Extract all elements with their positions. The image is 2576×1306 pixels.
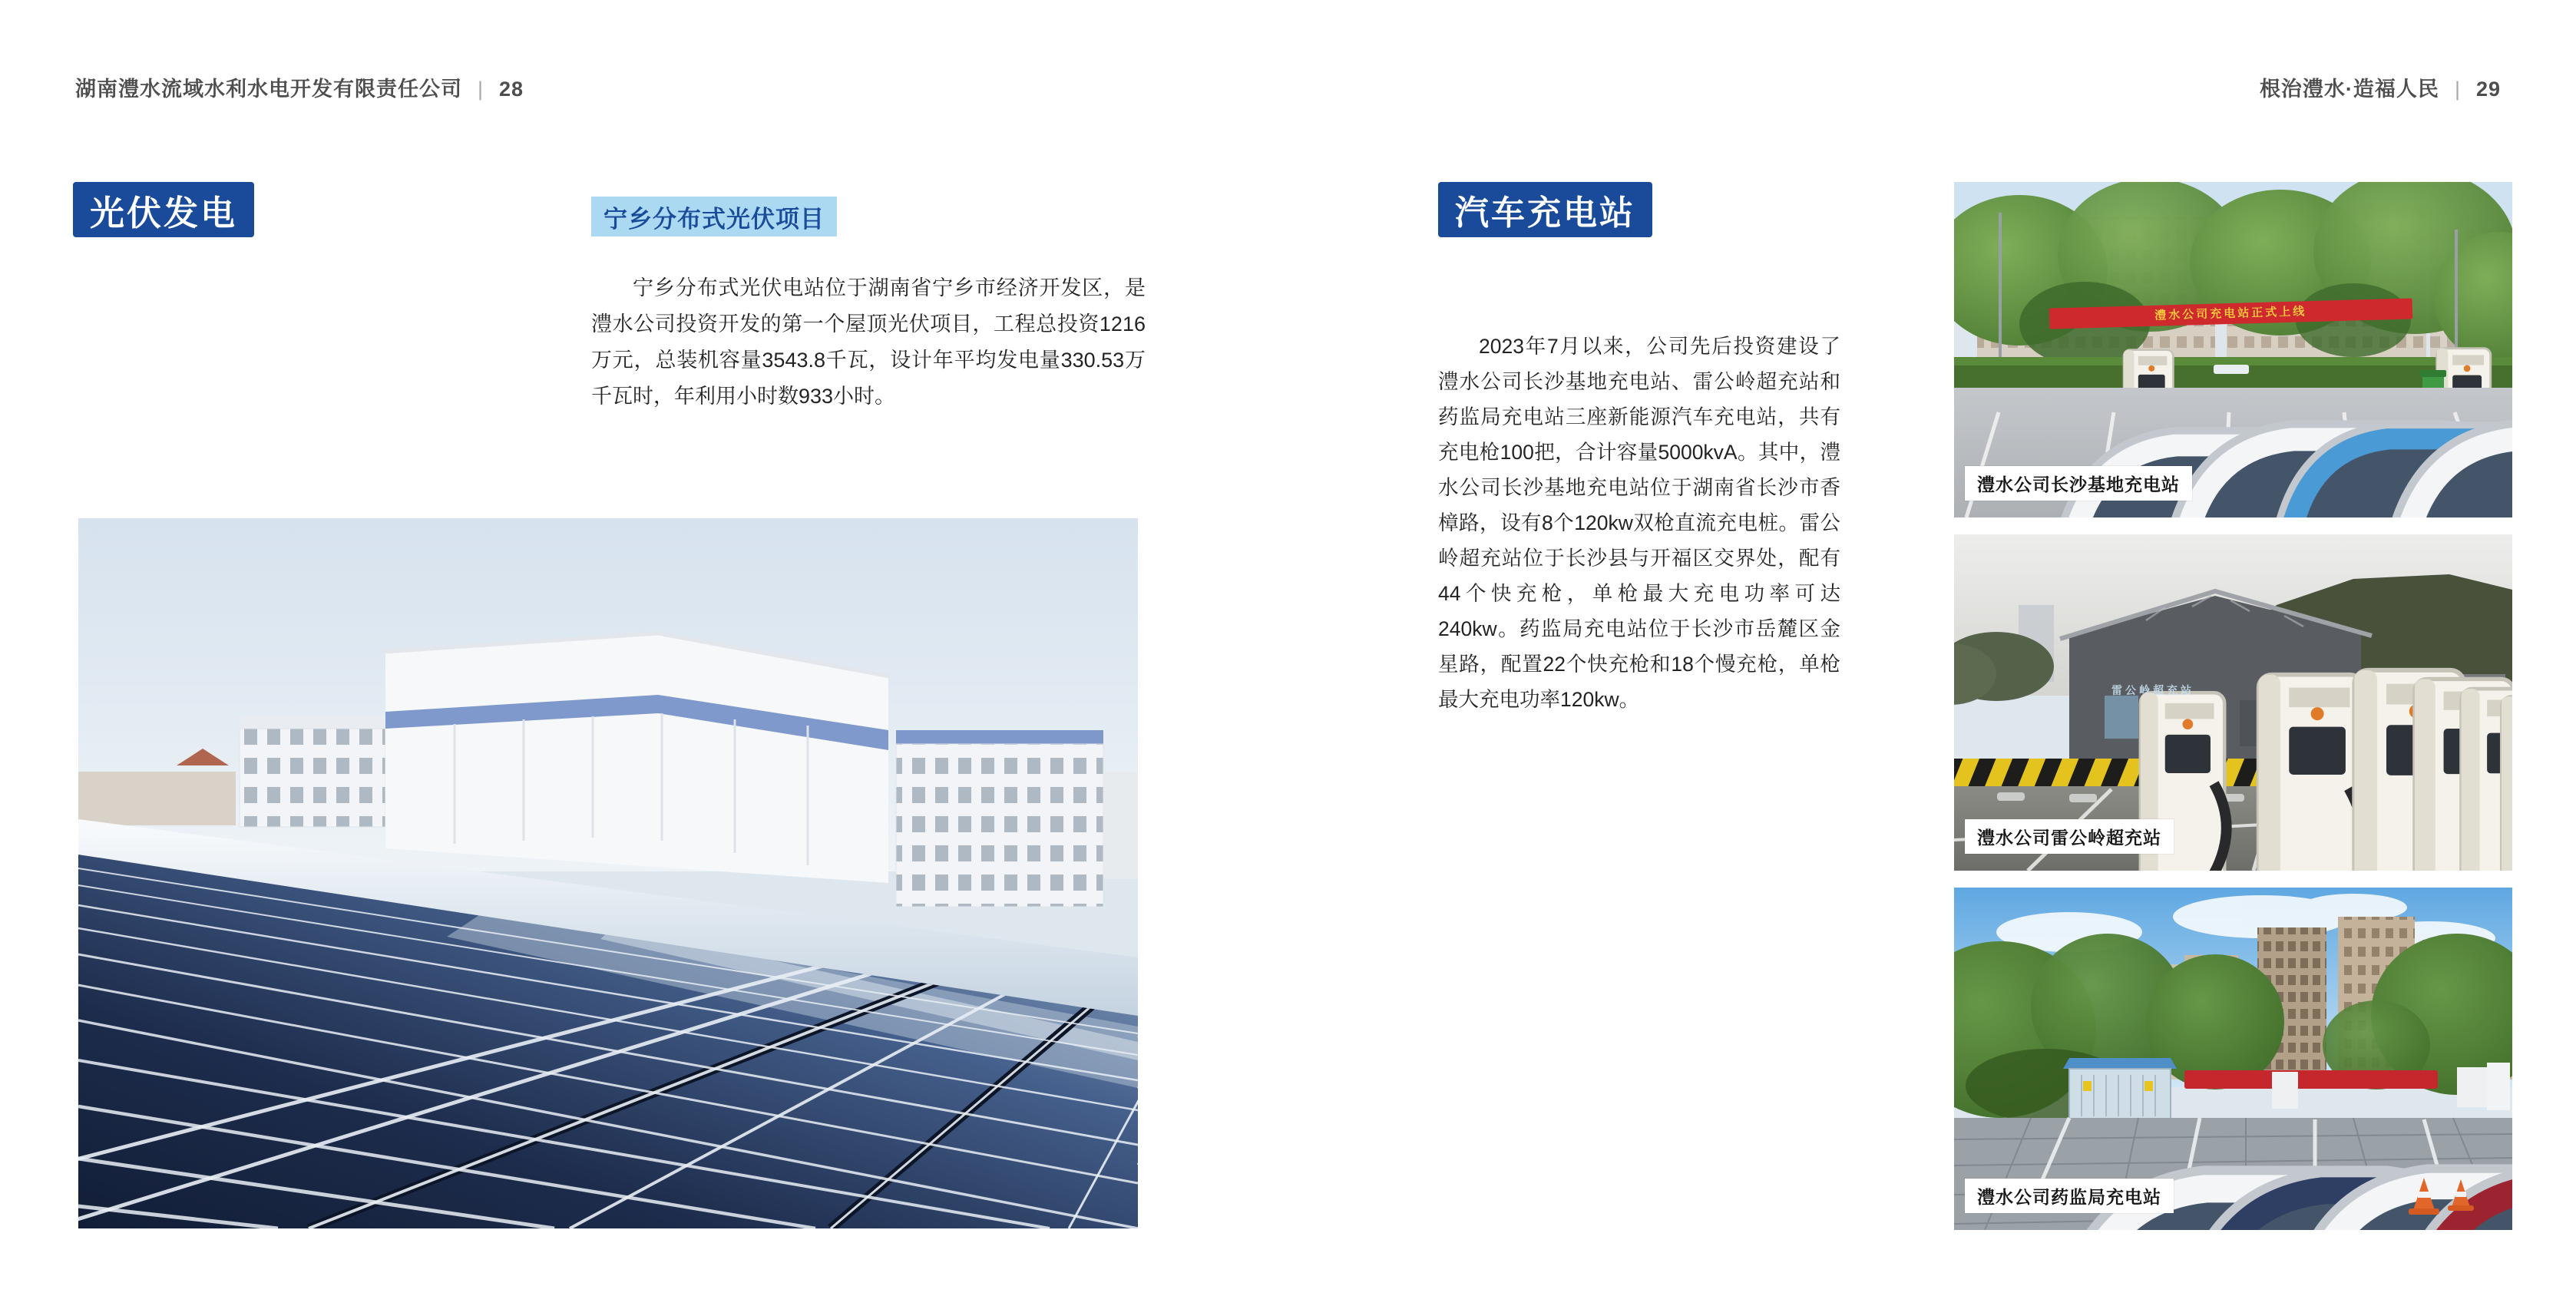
trees	[1954, 934, 2512, 1122]
changsha-base-station-photo	[1954, 182, 2512, 517]
solar-rooftop-photo	[78, 518, 1138, 1228]
header-separator: |	[478, 78, 484, 101]
station-sign: 雷公岭超充站	[2111, 684, 2194, 696]
photovoltaic-paragraph: 宁乡分布式光伏电站位于湖南省宁乡市经济开发区，是澧水公司投资开发的第一个屋顶光伏项目，工程总投资1216万元，总装机容量3543.8千瓦，设计年平均发电量330.53万千瓦时，年利用小时数933小时。	[591, 276, 1146, 408]
page-number-left: 28	[499, 78, 524, 101]
opening-banner: 澧水公司充电站正式上线	[2049, 298, 2412, 329]
yaojianju-station-photo	[1954, 888, 2512, 1230]
section-title-ev-charging: 汽车充电站	[1438, 182, 1652, 237]
section-title-photovoltaic: 光伏发电	[73, 182, 254, 237]
charging-pile-row	[2141, 670, 2512, 871]
solar-panels-illustration	[78, 518, 1138, 1228]
photo-caption: 澧水公司药监局充电站	[1965, 1179, 2174, 1213]
photo-caption: 澧水公司雷公岭超充站	[1965, 819, 2174, 854]
light-pole	[2455, 230, 2458, 364]
page-number-right: 29	[2475, 78, 2501, 101]
running-head-right	[2260, 72, 2501, 102]
ev-charging-paragraph: 2023年7月以来，公司先后投资建设了澧水公司长沙基地充电站、雷公岭超充站和药监局充电站三座新能源汽车充电站，共有充电枪100把，合计容量5000kvA。其中，澧水公司长沙基地充电站位于湖南省长沙市香樟路，设有8个120kw双枪直流充电桩。雷公岭超充站位于长沙县与开福区交界处，配有44个快充枪，单枪最大充电功率可达240kw。药监局充电站位于长沙市岳麓区金星路，配置22个快充枪和18个慢充枪，单枪最大充电功率120kw。	[1438, 335, 1840, 711]
hedge-top	[1954, 357, 2512, 365]
leigongling-station-photo	[1954, 534, 2512, 871]
company-name: 湖南澧水流域水利水电开发有限责任公司	[75, 78, 462, 101]
transformer-cabinet	[2063, 1058, 2177, 1122]
trash-bin-lid	[2420, 370, 2446, 377]
light-pole	[1999, 213, 2002, 370]
header-separator: |	[2454, 78, 2461, 101]
red-banner	[2184, 1070, 2438, 1089]
slogan: 根治澧水·造福人民	[2259, 78, 2439, 101]
subsection-title-ningxiang-pv: 宁乡分布式光伏项目	[591, 197, 837, 236]
running-head-left	[75, 72, 524, 102]
photo-caption: 澧水公司长沙基地充电站	[1965, 466, 2192, 501]
